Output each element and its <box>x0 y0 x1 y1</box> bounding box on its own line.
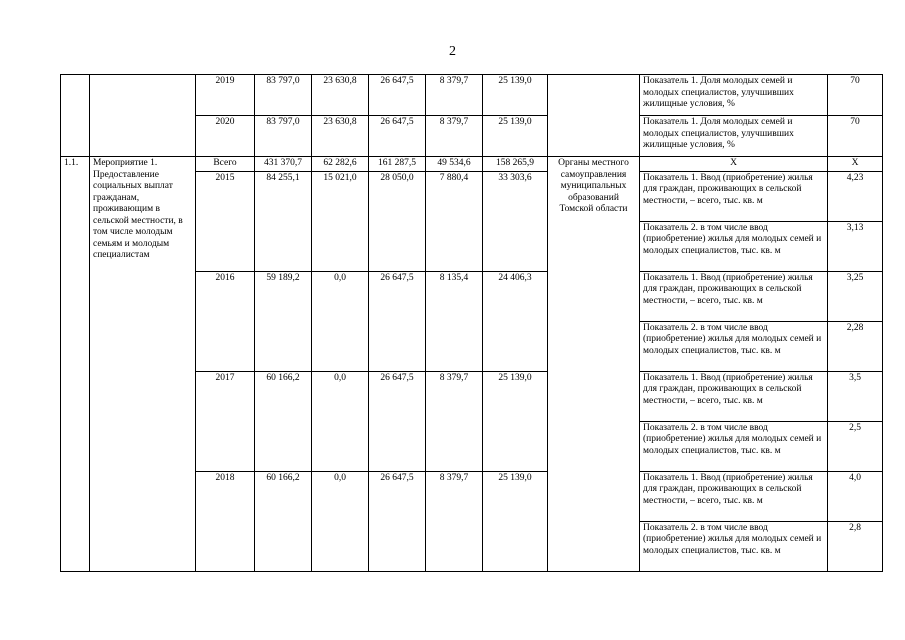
local-cell: 49 534,6 <box>426 157 483 172</box>
indicator-cell: Показатель 1. Ввод (приобретение) жилья для граждан, проживающих в сельской местности, – всего, тыс. кв. м <box>640 171 828 221</box>
local-cell: 8 379,7 <box>426 75 483 116</box>
total-cell: 60 166,2 <box>255 471 312 571</box>
indicator-value-cell: 4,0 <box>828 471 883 521</box>
year-cell: 2019 <box>196 75 255 116</box>
year-cell: 2017 <box>196 371 255 471</box>
year-cell: 2016 <box>196 271 255 371</box>
local-cell: 7 880,4 <box>426 171 483 271</box>
indicator-value-cell: 2,28 <box>828 321 883 371</box>
indicator-value-cell: 70 <box>828 75 883 116</box>
indicator-value-cell: 3,25 <box>828 271 883 321</box>
federal-cell: 0,0 <box>312 471 369 571</box>
number-cell-empty <box>61 75 90 157</box>
name-cell-empty <box>90 75 196 157</box>
federal-cell: 23 630,8 <box>312 116 369 157</box>
total-cell: 60 166,2 <box>255 371 312 471</box>
indicator-cell: Показатель 1. Доля молодых семей и молодых специалистов, улучшивших жилищные условия, % <box>640 116 828 157</box>
table-row <box>61 157 883 172</box>
indicator-cell: Показатель 1. Ввод (приобретение) жилья для граждан, проживающих в сельской местности, – всего, тыс. кв. м <box>640 271 828 321</box>
other-cell: 158 265,9 <box>483 157 548 172</box>
year-cell: 2020 <box>196 116 255 157</box>
program-table <box>60 74 883 572</box>
indicator-cell: Показатель 1. Ввод (приобретение) жилья для граждан, проживающих в сельской местности, – всего, тыс. кв. м <box>640 371 828 421</box>
regional-cell: 26 647,5 <box>369 471 426 571</box>
indicator-value-cell: 3,13 <box>828 221 883 271</box>
regional-cell: 26 647,5 <box>369 116 426 157</box>
other-cell: 24 406,3 <box>483 271 548 371</box>
indicator-value-cell: 70 <box>828 116 883 157</box>
other-cell: 25 139,0 <box>483 75 548 116</box>
indicator-value-cell: 3,5 <box>828 371 883 421</box>
regional-cell: 26 647,5 <box>369 75 426 116</box>
regional-cell: 28 050,0 <box>369 171 426 271</box>
indicator-cell: Показатель 1. Доля молодых семей и молодых специалистов, улучшивших жилищные условия, % <box>640 75 828 116</box>
indicator-cell: Показатель 2. в том числе ввод (приобретение) жилья для молодых семей и молодых специалистов, тыс. кв. м <box>640 421 828 471</box>
indicator-cell: X <box>640 157 828 172</box>
year-cell: 2015 <box>196 171 255 271</box>
indicator-cell: Показатель 1. Ввод (приобретение) жилья для граждан, проживающих в сельской местности, – всего, тыс. кв. м <box>640 471 828 521</box>
page-number: 2 <box>449 44 456 59</box>
indicator-value-cell: 4,23 <box>828 171 883 221</box>
indicator-value-cell: X <box>828 157 883 172</box>
local-cell: 8 135,4 <box>426 271 483 371</box>
total-cell: 83 797,0 <box>255 116 312 157</box>
indicator-cell: Показатель 2. в том числе ввод (приобретение) жилья для молодых семей и молодых специалистов, тыс. кв. м <box>640 521 828 571</box>
federal-cell: 62 282,6 <box>312 157 369 172</box>
regional-cell: 26 647,5 <box>369 371 426 471</box>
measure-number: 1.1. <box>61 157 90 572</box>
total-cell: 431 370,7 <box>255 157 312 172</box>
total-cell: 84 255,1 <box>255 171 312 271</box>
regional-cell: 26 647,5 <box>369 271 426 371</box>
other-cell: 25 139,0 <box>483 471 548 571</box>
total-cell: 83 797,0 <box>255 75 312 116</box>
local-cell: 8 379,7 <box>426 471 483 571</box>
local-cell: 8 379,7 <box>426 371 483 471</box>
indicator-cell: Показатель 2. в том числе ввод (приобретение) жилья для молодых семей и молодых специалистов, тыс. кв. м <box>640 321 828 371</box>
federal-cell: 23 630,8 <box>312 75 369 116</box>
federal-cell: 0,0 <box>312 371 369 471</box>
federal-cell: 0,0 <box>312 271 369 371</box>
indicator-cell: Показатель 2. в том числе ввод (приобретение) жилья для молодых семей и молодых специалистов, тыс. кв. м <box>640 221 828 271</box>
year-cell: 2018 <box>196 471 255 571</box>
other-cell: 25 139,0 <box>483 371 548 471</box>
indicator-value-cell: 2,5 <box>828 421 883 471</box>
other-cell: 25 139,0 <box>483 116 548 157</box>
measure-executor: Органы местного самоуправления муниципальных образований Томской области <box>548 157 640 572</box>
total-cell: 59 189,2 <box>255 271 312 371</box>
table-row <box>61 75 883 116</box>
measure-name: Мероприятие 1. Предоставление социальных выплат гражданам, проживающим в сельской местности, в том числе молодым семьям и молодым специалистам <box>90 157 196 572</box>
local-cell: 8 379,7 <box>426 116 483 157</box>
indicator-value-cell: 2,8 <box>828 521 883 571</box>
year-cell: Всего <box>196 157 255 172</box>
regional-cell: 161 287,5 <box>369 157 426 172</box>
other-cell: 33 303,6 <box>483 171 548 271</box>
executor-cell-empty <box>548 75 640 157</box>
federal-cell: 15 021,0 <box>312 171 369 271</box>
